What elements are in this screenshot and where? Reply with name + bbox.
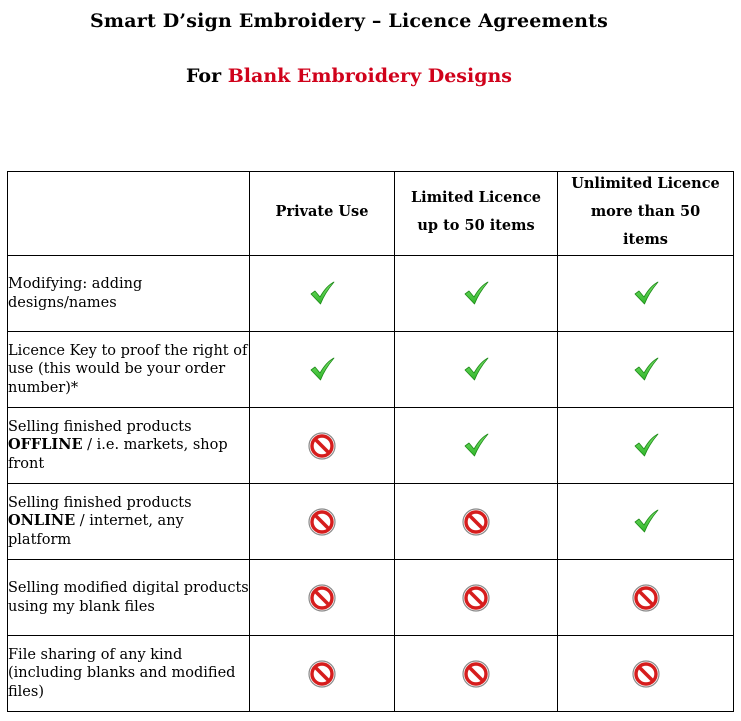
- permission-cell: [250, 256, 395, 332]
- permission-cell: [558, 484, 734, 560]
- empty-header-cell: [8, 172, 250, 256]
- permission-cell: [395, 484, 558, 560]
- feature-text: Selling finished products: [8, 418, 192, 435]
- feature-emphasis: OFFLINE: [8, 436, 83, 454]
- page-subtitle: [0, 65, 698, 87]
- permission-cell: [395, 408, 558, 484]
- column-header-limited-licence: [395, 172, 558, 256]
- feature-cell: [8, 560, 250, 636]
- column-header-line: more than 50: [590, 203, 701, 220]
- feature-cell: [8, 256, 250, 332]
- permission-cell: [395, 636, 558, 712]
- prohibited-icon: [461, 583, 491, 613]
- feature-text: / i.e. markets, shop front: [8, 437, 228, 472]
- column-header-line: Unlimited Licence: [571, 175, 720, 192]
- check-icon: [631, 507, 661, 537]
- permission-cell: [395, 332, 558, 408]
- feature-text: Modifying: adding designs/names: [8, 276, 143, 311]
- column-header-line: items: [623, 231, 668, 248]
- prohibited-icon: [307, 507, 337, 537]
- permission-cell: [558, 408, 734, 484]
- table-row: [8, 636, 734, 712]
- check-icon: [631, 355, 661, 385]
- check-icon: [461, 279, 491, 309]
- permission-cell: [558, 636, 734, 712]
- prohibited-icon: [461, 507, 491, 537]
- feature-text: Licence Key to proof the right of use (this would be your order number)*: [8, 342, 248, 396]
- feature-cell: [8, 332, 250, 408]
- permission-cell: [395, 256, 558, 332]
- check-icon: [461, 431, 491, 461]
- feature-text: Selling modified digital products using my blank files: [8, 580, 249, 615]
- column-header-private-use: [250, 172, 395, 256]
- prohibited-icon: [631, 583, 661, 613]
- check-icon: [461, 355, 491, 385]
- check-icon: [631, 431, 661, 461]
- table-header-row: [8, 172, 734, 256]
- check-icon: [631, 279, 661, 309]
- feature-text: / internet, any platform: [8, 513, 184, 548]
- column-header-unlimited-licence: [558, 172, 734, 256]
- table-row: [8, 332, 734, 408]
- permission-cell: [558, 560, 734, 636]
- subtitle-accent: Blank Embroidery Designs: [227, 65, 513, 87]
- permission-cell: [250, 636, 395, 712]
- feature-cell: [8, 484, 250, 560]
- check-icon: [307, 355, 337, 385]
- prohibited-icon: [307, 659, 337, 689]
- column-header-line: Private Use: [275, 203, 369, 220]
- column-header-line: Limited Licence: [410, 189, 542, 206]
- subtitle-prefix: For: [185, 65, 228, 87]
- prohibited-icon: [307, 431, 337, 461]
- table-row: [8, 484, 734, 560]
- check-icon: [307, 279, 337, 309]
- permission-cell: [250, 408, 395, 484]
- prohibited-icon: [461, 659, 491, 689]
- feature-text: Selling finished products: [8, 494, 192, 511]
- table-row: [8, 256, 734, 332]
- feature-cell: [8, 408, 250, 484]
- permission-cell: [250, 560, 395, 636]
- page-title: Smart D’sign Embroidery – Licence Agreements: [90, 10, 608, 32]
- licence-table: [7, 171, 734, 712]
- permission-cell: [250, 332, 395, 408]
- feature-text: File sharing of any kind (including blanks and modified files): [8, 646, 236, 700]
- permission-cell: [395, 560, 558, 636]
- feature-emphasis: ONLINE: [8, 512, 76, 530]
- prohibited-icon: [307, 583, 337, 613]
- permission-cell: [558, 332, 734, 408]
- permission-cell: [558, 256, 734, 332]
- permission-cell: [250, 484, 395, 560]
- table-row: [8, 408, 734, 484]
- feature-cell: [8, 636, 250, 712]
- prohibited-icon: [631, 659, 661, 689]
- table-row: [8, 560, 734, 636]
- column-header-line: up to 50 items: [417, 217, 535, 234]
